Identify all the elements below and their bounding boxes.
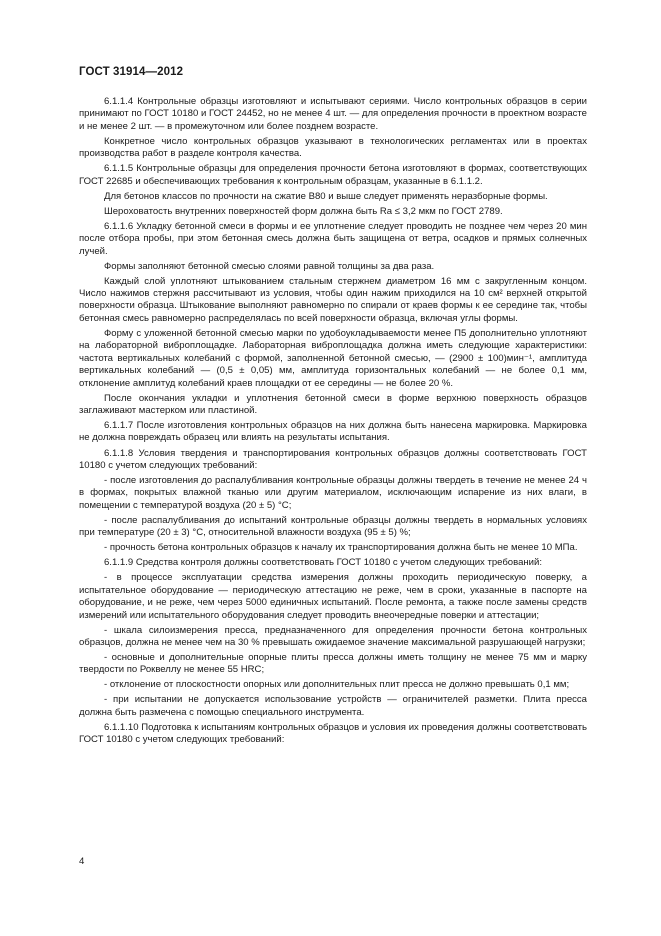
list-item: - шкала силоизмерения пресса, предназначенного для определения прочности бетона контрольных образцов, должна не менее чем на 30 % превышать ожидаемое значение максимальной разрушающей нагрузки; xyxy=(79,624,587,648)
paragraph-6-1-1-5: 6.1.1.5 Контрольные образцы для определения прочности бетона изготовляют в формах, соответствующих ГОСТ 22685 и обеспечивающих требования к контрольным образцам, указанные в 6.1.1.2. xyxy=(79,163,587,187)
list-item: - в процессе эксплуатации средства измерения должны проходить периодическую поверку, а испытательное оборудование — периодическую аттестацию не реже, чем в сроки, указанные в паспорте на оборудование, и не реже, чем через 5000 единичных испытаний. После ремонта, а также после замены средств измерений или испытательного оборудования следует проводить внеочередные поверки и аттестации; xyxy=(79,572,587,621)
paragraph: Форму с уложенной бетонной смесью марки по удобоукладываемости менее П5 дополнительно уплотняют на лабораторной виброплощадке. Лабораторная виброплощадка должна иметь следующие характеристики: частота вертикальных колебаний с формой, заполненной бетонной смесью, — (2900 ± 100)мин⁻¹, амплитуда вертикальных колебаний — (0,5 ± 0,05) мм, амплитуда горизонтальных колебаний — не более 0,1 мм, отклонение амплитуд колебаний краев площадки от ее середины — не более 20 %. xyxy=(79,327,587,389)
paragraph-6-1-1-4: 6.1.1.4 Контрольные образцы изготовляют и испытывают сериями. Число контрольных образцов в серии принимают по ГОСТ 10180 и ГОСТ 24452, но не менее 4 шт. — для определения прочности в проектном возрасте и не менее 2 шт. — в промежуточном или более позднем возрасте. xyxy=(79,96,587,132)
document-header: ГОСТ 31914—2012 xyxy=(79,66,184,78)
paragraph: Формы заполняют бетонной смесью слоями равной толщины за два раза. xyxy=(104,260,435,272)
paragraph-6-1-1-9: 6.1.1.9 Средства контроля должны соответствовать ГОСТ 10180 с учетом следующих требований: xyxy=(104,557,542,569)
list-item: - основные и дополнительные опорные плиты пресса должны иметь толщину не менее 75 мм и марку твердости по Роквеллу не менее 55 HRC; xyxy=(79,651,587,676)
list-item: - после распалубливания до испытаний контрольные образцы должны твердеть в нормальных условиях при температуре (20 ± 3) °С, относительной влажности воздуха (95 ± 5) %; xyxy=(79,514,587,539)
paragraph: После окончания укладки и уплотнения бетонной смеси в форме верхнюю поверхность образцов заглаживают мастерком или пластиной. xyxy=(79,392,587,417)
paragraph-6-1-1-6: 6.1.1.6 Укладку бетонной смеси в формы и ее уплотнение следует проводить не позднее чем через 20 мин после отбора пробы, при этом бетонная смесь должна быть защищена от ветра, осадков и прямых солнечных лучей. xyxy=(79,220,587,257)
list-item: - при испытании не допускается использование устройств — ограничителей разметки. Плита пресса должна быть размечена с помощью специального инструмента. xyxy=(79,694,587,718)
paragraph-6-1-1-10: 6.1.1.10 Подготовка к испытаниям контрольных образцов и условия их проведения должны соответствовать ГОСТ 10180 с учетом следующих требований: xyxy=(79,721,587,746)
paragraph-6-1-1-8: 6.1.1.8 Условия твердения и транспортирования контрольных образцов должны соответствовать ГОСТ 10180 с учетом следующих требований: xyxy=(79,447,587,471)
paragraph: Конкретное число контрольных образцов указывают в технологических регламентах или в проектах производства работ в разделе контроля качества. xyxy=(79,135,587,160)
list-item: - прочность бетона контрольных образцов к началу их транспортирования должна быть не менее 10 МПа. xyxy=(104,542,578,554)
paragraph: Шероховатость внутренних поверхностей форм должна быть Ra ≤ 3,2 мкм по ГОСТ 2789. xyxy=(104,205,503,217)
document-body xyxy=(79,96,587,747)
paragraph-6-1-1-7: 6.1.1.7 После изготовления контрольных образцов на них должна быть нанесена маркировка. Маркировка не должна повреждать образец или влиять на результаты испытания. xyxy=(79,420,587,444)
paragraph: Для бетонов классов по прочности на сжатие В80 и выше следует применять неразборные формы. xyxy=(104,190,548,202)
paragraph: Каждый слой уплотняют штыкованием стальным стержнем диаметром 16 мм с закругленным концом. Число нажимов стержня рассчитывают из условия, чтобы один нажим приходился на 10 см² верхней открытой поверхности образца. Штыкование выполняют равномерно по спирали от краев формы к ее середине так, чтобы бетонная смесь равномерно распределялась по всей поверхности образца, включая углы формы. xyxy=(79,275,587,324)
page-number: 4 xyxy=(79,856,85,867)
list-item: - отклонение от плоскостности опорных или дополнительных плит пресса не должно превышать 0,1 мм; xyxy=(104,679,570,691)
list-item: - после изготовления до распалубливания контрольные образцы должны твердеть в течение не менее 24 ч в формах, покрытых влажной тканью или другим материалом, исключающим испарение из них влаги, в помещении с температурой воздуха (20 ± 5) °С; xyxy=(79,474,587,511)
